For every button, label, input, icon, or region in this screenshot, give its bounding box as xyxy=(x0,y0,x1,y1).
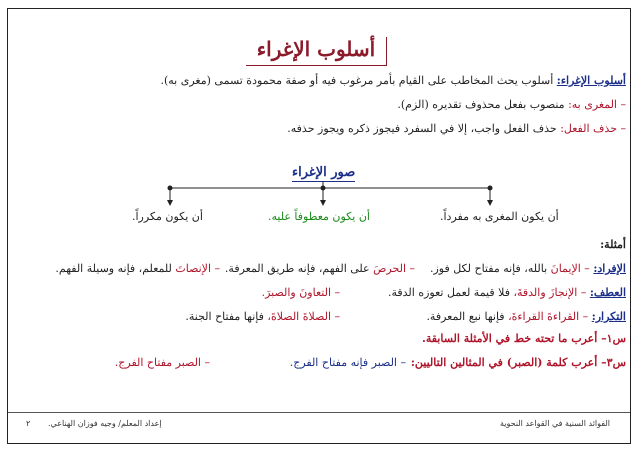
tree-arrow-right xyxy=(487,200,493,206)
example-rest: فإنها نبع المعرفة. xyxy=(426,310,509,323)
point-text: منصوب بفعل محذوف تقديره (الزم). xyxy=(397,98,569,111)
definition-term: أسلوب الإغراء: xyxy=(556,74,626,87)
example-rest: للمعلم، فإنه وسيلة الفهم. xyxy=(55,262,176,275)
exercise-q3-label: س٣– أعرب كلمة (الصبر) في المثالين التاليين: xyxy=(410,356,626,369)
footer-divider xyxy=(8,412,630,413)
example-word: – الإنصاتَ xyxy=(175,262,220,275)
example-rest: فإنها مفتاح الجنة. xyxy=(185,310,268,323)
form-right: أن يكون المغرى به مفرداً. xyxy=(440,210,559,223)
example-rest: على الفهم، فإنه طريق المعرفة. xyxy=(224,262,374,275)
example-word: – القراءةَ القراءةَ، xyxy=(508,310,589,323)
form-middle: أن يكون معطوفاً عليه. xyxy=(268,210,370,223)
example-takrar-2 xyxy=(185,310,340,323)
tree-node-right xyxy=(488,186,493,191)
example-label: العطف: xyxy=(589,286,626,299)
example-ifrad-2 xyxy=(225,262,415,275)
exercise-q1: س١– أعرب ما تحته خط في الأمثلة السابقة. xyxy=(421,332,626,345)
tree-node-left xyxy=(168,186,173,191)
exercise-q3 xyxy=(411,356,626,369)
example-word: – الإيمانَ xyxy=(550,262,590,275)
example-rest: مفتاح الفرج. xyxy=(114,356,176,369)
example-word: – الإنجازَ والدقةَ، xyxy=(513,286,587,299)
example-atf-2 xyxy=(262,286,340,299)
definition-text: أسلوب يحث المخاطب على القيام بأمر مرغوب فيه أو صفة محمودة تسمى (مغرى به). xyxy=(160,74,557,87)
examples-heading: أمثلة: xyxy=(600,238,626,251)
example-word: – الصبر xyxy=(371,356,406,369)
footer-page-number: ٢ xyxy=(26,419,31,428)
example-label: الإفراد: xyxy=(593,262,626,275)
tree-arrow-left xyxy=(167,200,173,206)
point-label: – حذف الفعل: xyxy=(560,122,626,135)
example-word: – الصبر xyxy=(175,356,210,369)
tree-node-middle xyxy=(321,186,326,191)
exercise-q3-example-2 xyxy=(115,356,210,369)
example-rest: بالله، فإنه مفتاح لكل فوز. xyxy=(429,262,551,275)
example-word: – التعاونَ والصبرَ. xyxy=(261,286,340,299)
example-takrar-1 xyxy=(426,310,626,323)
example-ifrad-1 xyxy=(430,262,626,275)
exercise-q3-example-1 xyxy=(290,356,406,369)
tree-arrow-middle xyxy=(320,200,326,206)
example-ifrad-3 xyxy=(55,262,220,275)
example-atf-1 xyxy=(388,286,626,299)
page-title: أسلوب الإغراء xyxy=(246,37,387,66)
point-text: حذف الفعل واجب، إلا في السفرد فيجوز ذكره ويجوز حذفه. xyxy=(287,122,561,135)
example-word: – الصلاةَ الصلاةَ، xyxy=(267,310,340,323)
example-rest: فإنه مفتاح الفرج. xyxy=(289,356,372,369)
example-rest: فلا قيمة لعمل تعوزه الدقة. xyxy=(388,286,514,299)
footer-book-title: الفوائد السنية في القواعد النحوية xyxy=(500,419,610,428)
example-word: – الحرصَ xyxy=(373,262,415,275)
example-label: التكرار: xyxy=(591,310,626,323)
footer-author: إعداد المعلم/ وجيه فوزان الهناعي. xyxy=(48,419,162,428)
forms-heading: صور الإغراء xyxy=(292,165,356,180)
point-label: – المغرى به: xyxy=(568,98,626,111)
form-left: أن يكون مكرراً. xyxy=(132,210,203,223)
